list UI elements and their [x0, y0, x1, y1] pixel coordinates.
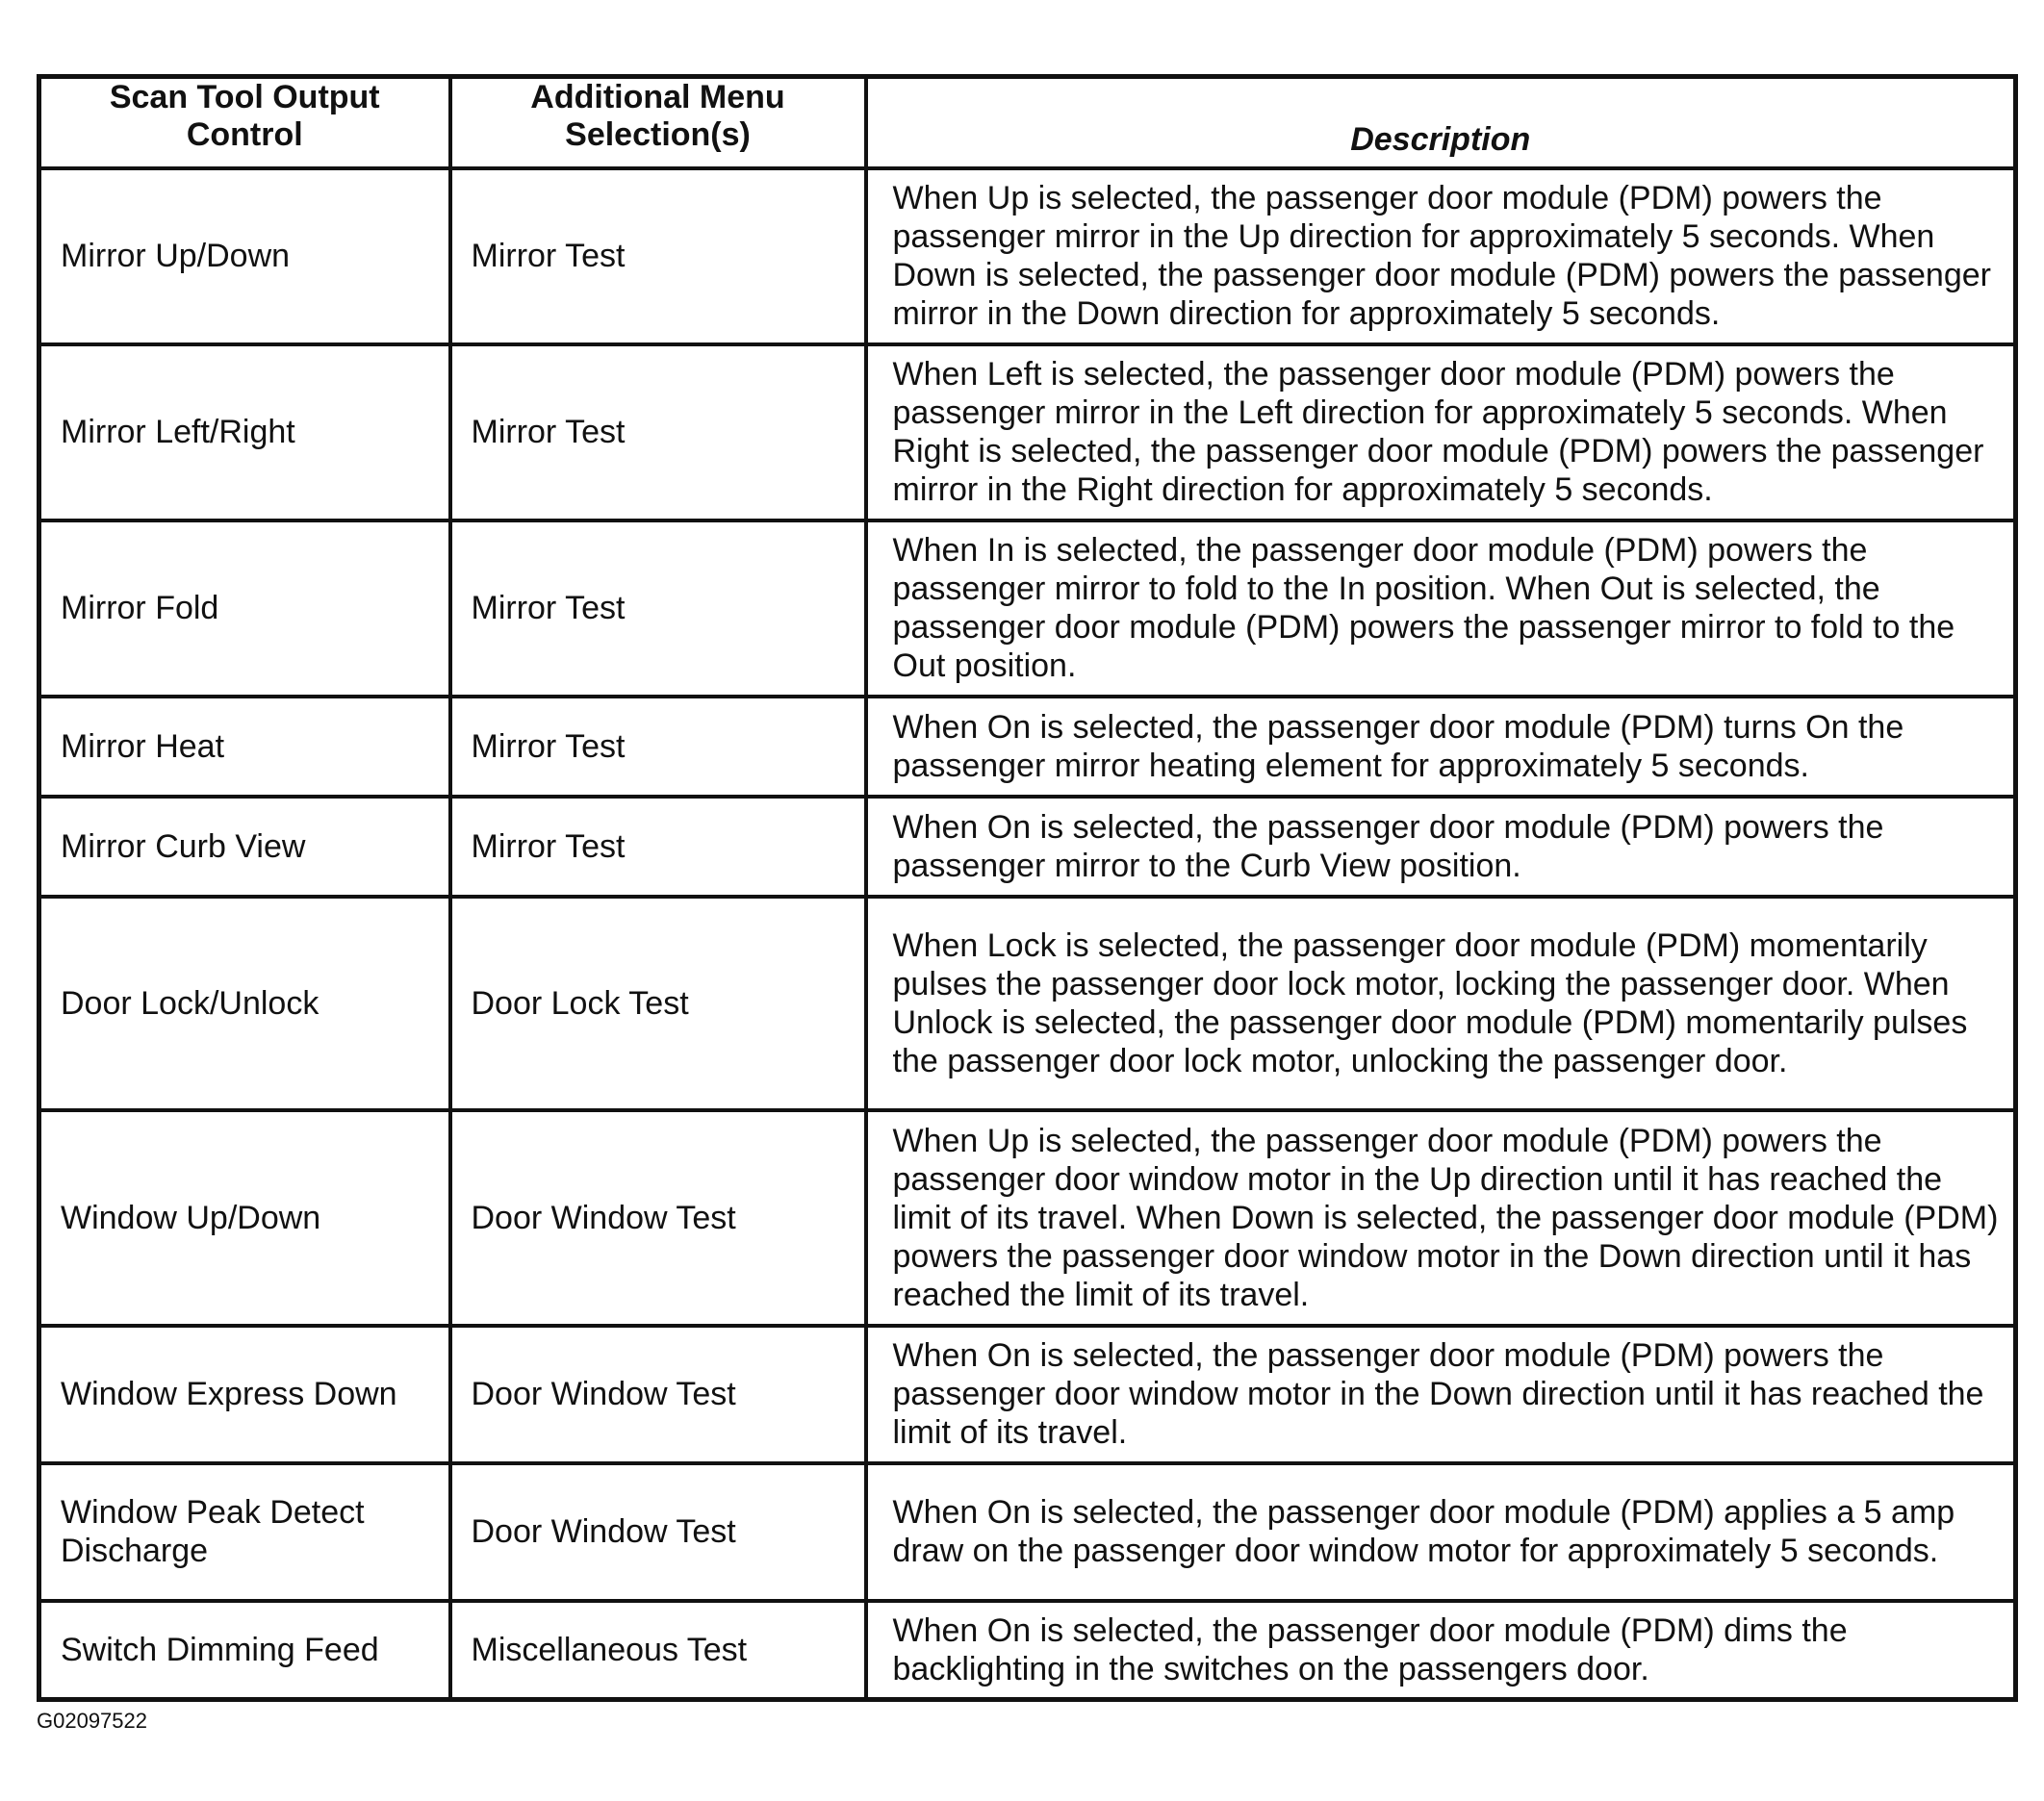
output-control-cell: Mirror Curb View [39, 797, 450, 897]
menu-selection-cell: Door Lock Test [450, 897, 866, 1110]
table-row [39, 897, 2016, 1110]
menu-selection-cell: Mirror Test [450, 168, 866, 344]
menu-selection-cell: Mirror Test [450, 697, 866, 797]
output-control-cell: Mirror Fold [39, 520, 450, 697]
menu-selection-cell: Miscellaneous Test [450, 1601, 866, 1700]
output-control-table [37, 74, 2018, 1702]
description-cell: When On is selected, the passenger door module (PDM) turns On the passenger mirror heating element for approximately 5 seconds. [866, 697, 2016, 797]
output-control-cell: Mirror Left/Right [39, 344, 450, 520]
output-control-cell: Mirror Up/Down [39, 168, 450, 344]
description-cell: When Lock is selected, the passenger door module (PDM) momentarily pulses the passenger door lock motor, locking the passenger door. When Unlock is selected, the passenger door module (PDM) momentarily pulses the passenger door lock motor, unlocking the passenger door. [866, 897, 2016, 1110]
menu-selection-cell: Mirror Test [450, 344, 866, 520]
header-description: Description [866, 77, 2016, 168]
description-cell: When Up is selected, the passenger door module (PDM) powers the passenger mirror in the Up direction for approximately 5 seconds. When Down is selected, the passenger door module (PDM) powers the passenger mirror in the Down direction for approximately 5 seconds. [866, 168, 2016, 344]
menu-selection-cell: Door Window Test [450, 1463, 866, 1601]
description-cell: When Up is selected, the passenger door module (PDM) powers the passenger door window motor in the Up direction until it has reached the limit of its travel. When Down is selected, the passenger door module (PDM) powers the passenger door window motor in the Down direction until it has reached the limit of its travel. [866, 1110, 2016, 1326]
header-output-control: Scan Tool Output Control [39, 77, 450, 168]
header-row [39, 77, 2016, 168]
table-row [39, 697, 2016, 797]
description-cell: When On is selected, the passenger door module (PDM) dims the backlighting in the switches on the passengers door. [866, 1601, 2016, 1700]
table-row [39, 520, 2016, 697]
output-control-cell: Mirror Heat [39, 697, 450, 797]
description-cell: When On is selected, the passenger door module (PDM) powers the passenger door window motor in the Down direction until it has reached the limit of its travel. [866, 1326, 2016, 1463]
table-row [39, 1601, 2016, 1700]
table-row [39, 1463, 2016, 1601]
output-control-cell: Window Up/Down [39, 1110, 450, 1326]
description-cell: When Left is selected, the passenger door module (PDM) powers the passenger mirror in the Left direction for approximately 5 seconds. When Right is selected, the passenger door module (PDM) powers the passenger mirror in the Right direction for approximately 5 seconds. [866, 344, 2016, 520]
menu-selection-cell: Mirror Test [450, 520, 866, 697]
table-row [39, 1110, 2016, 1326]
menu-selection-cell: Door Window Test [450, 1110, 866, 1326]
table-row [39, 168, 2016, 344]
description-cell: When On is selected, the passenger door module (PDM) powers the passenger mirror to the Curb View position. [866, 797, 2016, 897]
output-control-cell: Door Lock/Unlock [39, 897, 450, 1110]
figure-id: G02097522 [37, 1709, 147, 1733]
table-row [39, 344, 2016, 520]
output-control-cell: Window Express Down [39, 1326, 450, 1463]
output-control-cell: Window Peak Detect Discharge [39, 1463, 450, 1601]
menu-selection-cell: Door Window Test [450, 1326, 866, 1463]
menu-selection-cell: Mirror Test [450, 797, 866, 897]
table-row [39, 1326, 2016, 1463]
output-control-cell: Switch Dimming Feed [39, 1601, 450, 1700]
description-cell: When In is selected, the passenger door module (PDM) powers the passenger mirror to fold to the In position. When Out is selected, the passenger door module (PDM) powers the passenger mirror to fold to the Out position. [866, 520, 2016, 697]
table-row [39, 797, 2016, 897]
description-cell: When On is selected, the passenger door module (PDM) applies a 5 amp draw on the passenger door window motor for approximately 5 seconds. [866, 1463, 2016, 1601]
header-menu-selection: Additional Menu Selection(s) [450, 77, 866, 168]
